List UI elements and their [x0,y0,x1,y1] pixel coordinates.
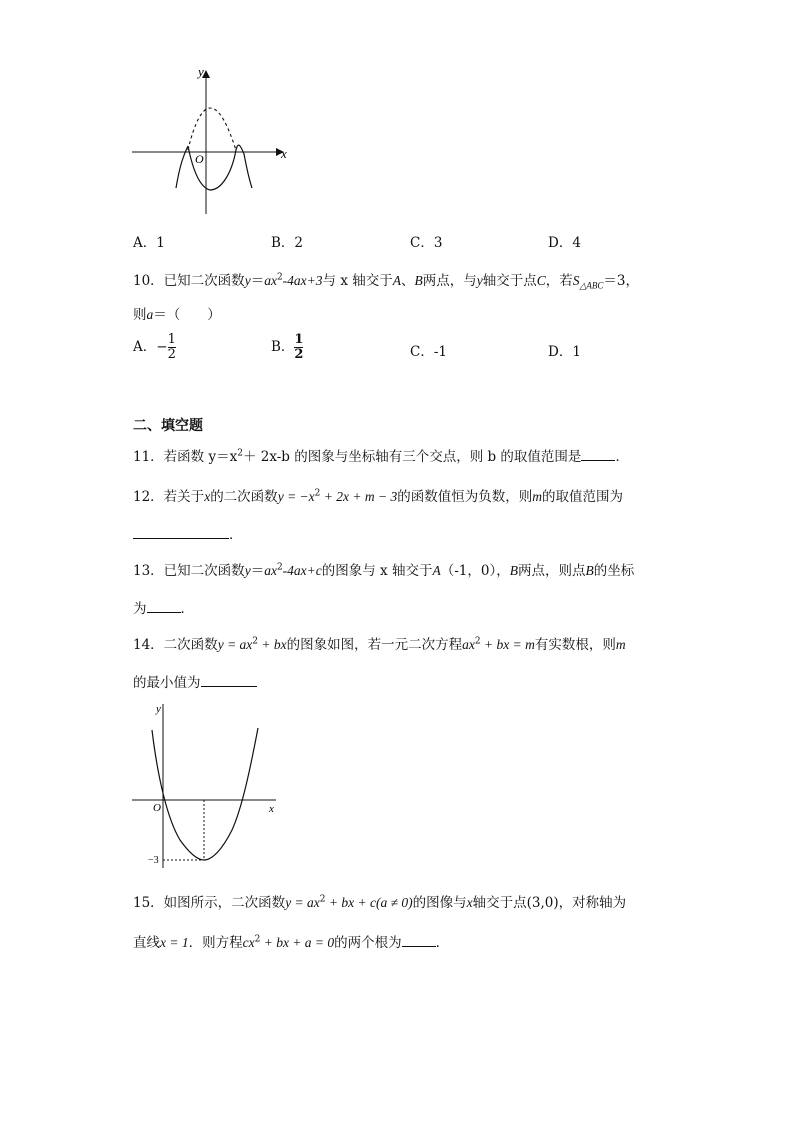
origin-label: O [195,152,204,166]
question-13-line2: 为 ． [133,598,194,618]
parabola-dashed [188,108,236,150]
question-15-line2: 直线x = 1．则方程$cx^2$ + bx + a = 0的两个根为 ． [133,932,449,952]
q14-answer-blank[interactable] [201,672,257,687]
q10-option-b[interactable]: B． $\frac{1}{2}$ [271,332,304,362]
q11-answer-blank[interactable] [581,446,615,461]
parabola [152,728,258,860]
x-axis-label: x [269,803,274,815]
q9-option-b[interactable]: B．2 [271,235,304,251]
question-10-line2: 则a＝（ ） [133,307,221,323]
y-axis-label: y [198,64,204,79]
q9-option-c[interactable]: C．3 [410,235,443,251]
question-10-line1: 10．已知二次函数$y=ax^2-4ax+3$与 x 轴交于A、B两点，与y轴交于点C，若$S_{\triangle ABC}=3$， [133,272,640,291]
origin-label: O [153,802,161,814]
section-heading-fill-in: 二、填空题 [133,418,203,434]
question-11: 11．若函数 $y=x^2+ 2x-b$ 的图象与坐标轴有三个交点，则 b 的取值范围是 ． [133,446,629,466]
question-13-line1: 13．已知二次函数$y=ax^2-4ax+c$的图象与 x 轴交于A（-1，0），B两点，则点B的坐标 [133,562,635,579]
question-14-line2: 的最小值为 [133,672,257,692]
q10-option-c[interactable]: C．-1 [410,344,447,360]
q9-option-a[interactable]: A．1 [133,235,165,251]
question-14-line1: 14．二次函数$y = ax^2$ + bx的图象如图，若一元二次方程$ax^2$ + bx = m有实数根，则m [133,636,626,653]
figure-parabola-2 [128,700,288,875]
figure-parabola-1 [128,64,308,224]
q10-option-d[interactable]: D．1 [548,344,581,360]
question-15-line1: 15．如图所示，二次函数$y = ax^2$ + bx + c(a ≠ 0)的图像与x轴交于点(3,0)，对称轴为 [133,894,627,911]
q9-option-d[interactable]: D．4 [548,235,581,251]
q15-answer-blank[interactable] [402,932,436,947]
y-axis-label: y [156,703,161,715]
question-12-line2: ． [133,524,243,544]
x-axis-label: x [281,146,287,161]
q13-answer-blank[interactable] [147,598,181,613]
question-12-line1: 12．若关于x的二次函数$y = -x^2 + 2x + m - 3$的函数值恒为负数，则m的取值范围为 [133,488,623,505]
minus-three-label: −3 [148,855,159,866]
q10-option-a[interactable]: A．− $\frac{1}{2}$ [133,332,176,362]
q12-answer-blank[interactable] [133,524,229,539]
